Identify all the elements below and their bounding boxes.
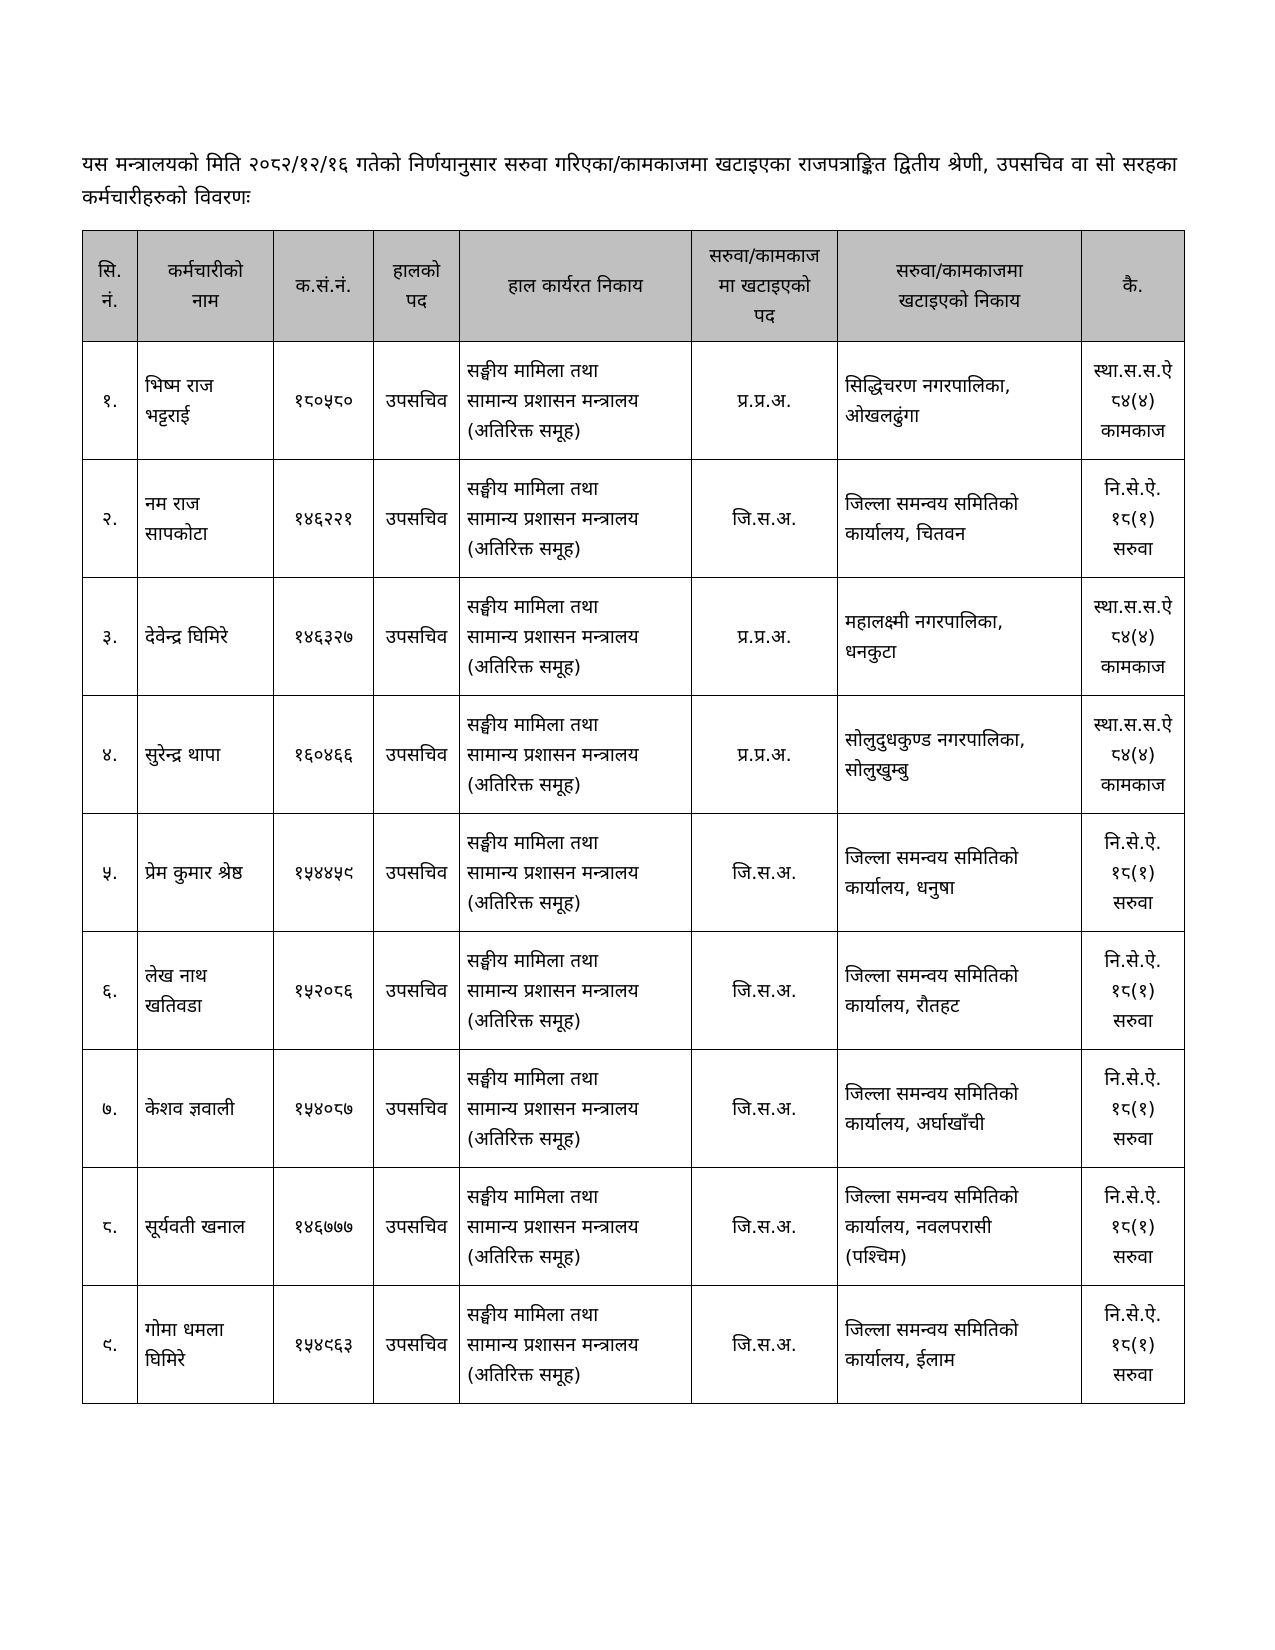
cell-new-office-line1: जिल्ला समन्वय समितिको xyxy=(845,964,1019,987)
cell-current-office xyxy=(460,1050,692,1168)
cell-employee-code xyxy=(274,342,374,460)
cell-new-office xyxy=(838,342,1082,460)
cell-new-office xyxy=(838,1050,1082,1168)
cell-serial-line1: ९. xyxy=(102,1333,118,1356)
cell-employee-name xyxy=(138,578,274,696)
cell-employee-name xyxy=(138,460,274,578)
table-row xyxy=(83,1168,1185,1286)
cell-remarks xyxy=(1082,1168,1185,1286)
cell-new-office-line2: कार्यालय, चितवन xyxy=(845,522,966,545)
cell-remarks-line2: १८(१) xyxy=(1110,861,1156,884)
cell-employee-code-line1: १८०५८० xyxy=(293,389,354,412)
cell-current-post xyxy=(374,1050,460,1168)
column-header-serial-line2: नं. xyxy=(101,290,119,313)
cell-employee-name-line1: केशव ज्ञवाली xyxy=(145,1097,235,1120)
cell-current-office-line1: सङ्घीय मामिला तथा xyxy=(467,1067,599,1090)
column-header-name xyxy=(138,231,274,342)
cell-new-post-line1: जि.स.अ. xyxy=(732,1215,797,1238)
cell-employee-name-line2: सापकोटा xyxy=(145,522,208,545)
cell-current-post-line1: उपसचिव xyxy=(385,1097,448,1120)
cell-remarks xyxy=(1082,460,1185,578)
cell-new-office xyxy=(838,578,1082,696)
cell-employee-code-line1: १५४९६३ xyxy=(293,1333,354,1356)
cell-current-post xyxy=(374,578,460,696)
cell-current-office-line2: सामान्य प्रशासन मन्त्रालय xyxy=(467,1333,639,1356)
cell-new-office-line1: जिल्ला समन्वय समितिको xyxy=(845,846,1019,869)
cell-employee-name-line1: लेख नाथ xyxy=(145,964,208,987)
cell-new-office xyxy=(838,932,1082,1050)
cell-employee-name-line1: सूर्यवती खनाल xyxy=(145,1215,246,1238)
cell-new-office xyxy=(838,1286,1082,1404)
cell-new-post-line1: प्र.प्र.अ. xyxy=(737,625,792,648)
cell-new-office-line2: कार्यालय, रौतहट xyxy=(845,994,960,1017)
cell-remarks-line2: ८४(४) xyxy=(1110,389,1156,412)
cell-employee-name xyxy=(138,1168,274,1286)
cell-current-post xyxy=(374,1286,460,1404)
cell-new-office xyxy=(838,1168,1082,1286)
column-header-new-office-line1: सरुवा/कामकाजमा xyxy=(896,260,1023,283)
cell-new-office-line1: जिल्ला समन्वय समितिको xyxy=(845,1185,1019,1208)
cell-new-post-line1: जि.स.अ. xyxy=(732,979,797,1002)
cell-current-office xyxy=(460,932,692,1050)
cell-current-office xyxy=(460,578,692,696)
cell-current-office-line2: सामान्य प्रशासन मन्त्रालय xyxy=(467,1097,639,1120)
cell-new-post xyxy=(692,814,838,932)
cell-current-office-line2: सामान्य प्रशासन मन्त्रालय xyxy=(467,625,639,648)
cell-employee-name-line1: नम राज xyxy=(145,492,200,515)
table-row xyxy=(83,932,1185,1050)
transfer-table xyxy=(82,230,1185,1404)
cell-current-office xyxy=(460,1286,692,1404)
cell-employee-name xyxy=(138,1286,274,1404)
cell-remarks-line1: नि.से.ऐ. xyxy=(1104,1185,1162,1208)
cell-new-office-line1: महालक्ष्मी नगरपालिका, xyxy=(845,610,1004,633)
column-header-serial-line1: सि. xyxy=(98,260,122,283)
cell-serial-line1: ८. xyxy=(102,1215,118,1238)
column-header-remarks-line1: कै. xyxy=(1122,275,1144,298)
column-header-current-office xyxy=(460,231,692,342)
cell-employee-name-line2: खतिवडा xyxy=(145,994,202,1017)
cell-new-post xyxy=(692,1286,838,1404)
column-header-current-post xyxy=(374,231,460,342)
column-header-new-post xyxy=(692,231,838,342)
cell-current-office-line3: (अतिरिक्त समूह) xyxy=(467,891,581,914)
table-row xyxy=(83,696,1185,814)
cell-employee-code xyxy=(274,1286,374,1404)
cell-current-office-line1: सङ्घीय मामिला तथा xyxy=(467,359,599,382)
cell-current-office-line2: सामान्य प्रशासन मन्त्रालय xyxy=(467,1215,639,1238)
cell-remarks xyxy=(1082,696,1185,814)
table-row xyxy=(83,578,1185,696)
cell-remarks-line1: नि.से.ऐ. xyxy=(1104,1067,1162,1090)
cell-new-office-line1: सोलुदुधकुण्ड नगरपालिका, xyxy=(845,728,1026,751)
cell-remarks-line3: सरुवा xyxy=(1113,1127,1153,1150)
cell-remarks-line1: नि.से.ऐ. xyxy=(1104,949,1162,972)
cell-serial-line1: १. xyxy=(102,389,118,412)
cell-serial-line1: ४. xyxy=(102,743,118,766)
cell-new-post xyxy=(692,1168,838,1286)
cell-remarks-line2: ८४(४) xyxy=(1110,625,1156,648)
cell-serial-line1: ३. xyxy=(102,625,118,648)
cell-remarks-line3: सरुवा xyxy=(1113,1245,1153,1268)
cell-current-office xyxy=(460,696,692,814)
cell-remarks xyxy=(1082,814,1185,932)
cell-current-office-line2: सामान्य प्रशासन मन्त्रालय xyxy=(467,389,639,412)
cell-remarks xyxy=(1082,578,1185,696)
table-row xyxy=(83,460,1185,578)
cell-serial-line1: २. xyxy=(102,507,118,530)
cell-employee-name xyxy=(138,696,274,814)
cell-employee-code-line1: १४६३२७ xyxy=(293,625,354,648)
column-header-name-line2: नाम xyxy=(192,290,219,313)
cell-current-office-line3: (अतिरिक्त समूह) xyxy=(467,1009,581,1032)
cell-remarks-line3: सरुवा xyxy=(1113,1363,1153,1386)
table-header xyxy=(83,231,1185,342)
cell-current-office xyxy=(460,814,692,932)
cell-employee-name xyxy=(138,1050,274,1168)
cell-employee-code-line1: १५२०८६ xyxy=(293,979,354,1002)
cell-new-post-line1: प्र.प्र.अ. xyxy=(737,743,792,766)
cell-current-office-line1: सङ्घीय मामिला तथा xyxy=(467,595,599,618)
cell-remarks-line2: ८४(४) xyxy=(1110,743,1156,766)
cell-current-office-line3: (अतिरिक्त समूह) xyxy=(467,773,581,796)
column-header-serial xyxy=(83,231,138,342)
cell-remarks-line2: १८(१) xyxy=(1110,1333,1156,1356)
cell-serial xyxy=(83,1050,138,1168)
cell-remarks-line3: कामकाज xyxy=(1100,419,1166,442)
cell-new-post-line1: जि.स.अ. xyxy=(732,507,797,530)
cell-remarks-line2: १८(१) xyxy=(1110,1097,1156,1120)
cell-employee-code xyxy=(274,1168,374,1286)
cell-employee-code xyxy=(274,1050,374,1168)
cell-employee-name-line1: भिष्म राज xyxy=(145,374,214,397)
cell-remarks-line3: सरुवा xyxy=(1113,537,1153,560)
cell-current-post-line1: उपसचिव xyxy=(385,1333,448,1356)
cell-employee-name-line1: देवेन्द्र घिमिरे xyxy=(145,625,228,648)
cell-new-post xyxy=(692,696,838,814)
cell-current-office-line3: (अतिरिक्त समूह) xyxy=(467,655,581,678)
cell-serial xyxy=(83,578,138,696)
cell-serial xyxy=(83,932,138,1050)
cell-remarks xyxy=(1082,1050,1185,1168)
cell-current-office xyxy=(460,460,692,578)
table-row xyxy=(83,1050,1185,1168)
column-header-current-office-line1: हाल कार्यरत निकाय xyxy=(507,275,644,298)
cell-new-office-line2: सोलुखुम्बु xyxy=(845,758,909,781)
cell-remarks-line3: सरुवा xyxy=(1113,1009,1153,1032)
cell-employee-code-line1: १६०४६६ xyxy=(293,743,354,766)
column-header-new-post-line2: मा खटाइएको xyxy=(718,275,811,298)
cell-remarks xyxy=(1082,342,1185,460)
cell-remarks-line1: नि.से.ऐ. xyxy=(1104,477,1162,500)
cell-current-post-line1: उपसचिव xyxy=(385,625,448,648)
cell-new-office-line2: धनकुटा xyxy=(845,640,897,663)
cell-new-post-line1: प्र.प्र.अ. xyxy=(737,389,792,412)
cell-employee-code-line1: १४६२२१ xyxy=(293,507,354,530)
cell-new-post xyxy=(692,460,838,578)
column-header-new-office-line2: खटाइएको निकाय xyxy=(898,290,1021,313)
cell-serial xyxy=(83,1168,138,1286)
cell-employee-name-line2: भट्टराई xyxy=(145,404,190,427)
column-header-code xyxy=(274,231,374,342)
cell-new-post xyxy=(692,578,838,696)
cell-remarks-line1: स्था.स.स.ऐ xyxy=(1093,713,1173,736)
cell-new-office-line2: कार्यालय, अर्घाखाँची xyxy=(845,1112,985,1135)
cell-employee-code-line1: १४६७७७ xyxy=(293,1215,354,1238)
cell-new-office-line1: जिल्ला समन्वय समितिको xyxy=(845,492,1019,515)
cell-remarks-line2: १८(१) xyxy=(1110,1215,1156,1238)
cell-current-office-line1: सङ्घीय मामिला तथा xyxy=(467,477,599,500)
cell-current-post xyxy=(374,342,460,460)
cell-employee-code xyxy=(274,932,374,1050)
column-header-current-post-line2: पद xyxy=(406,290,427,313)
cell-new-office-line2: कार्यालय, धनुषा xyxy=(845,876,955,899)
cell-current-post-line1: उपसचिव xyxy=(385,507,448,530)
cell-remarks-line2: १८(१) xyxy=(1110,979,1156,1002)
column-header-new-office xyxy=(838,231,1082,342)
cell-current-office-line1: सङ्घीय मामिला तथा xyxy=(467,1303,599,1326)
cell-current-post xyxy=(374,460,460,578)
cell-remarks-line3: कामकाज xyxy=(1100,655,1166,678)
cell-remarks-line1: स्था.स.स.ऐ xyxy=(1093,359,1173,382)
cell-remarks xyxy=(1082,932,1185,1050)
cell-new-office-line2: ओखलढुंगा xyxy=(845,404,920,427)
cell-current-post xyxy=(374,932,460,1050)
cell-serial xyxy=(83,696,138,814)
cell-current-post-line1: उपसचिव xyxy=(385,861,448,884)
cell-current-office xyxy=(460,1168,692,1286)
cell-employee-name xyxy=(138,342,274,460)
cell-new-post xyxy=(692,342,838,460)
table-row xyxy=(83,342,1185,460)
cell-employee-name-line1: प्रेम कुमार श्रेष्ठ xyxy=(145,861,243,884)
cell-serial-line1: ५. xyxy=(102,861,118,884)
cell-current-office-line2: सामान्य प्रशासन मन्त्रालय xyxy=(467,507,639,530)
cell-new-office-line1: जिल्ला समन्वय समितिको xyxy=(845,1318,1019,1341)
cell-current-office-line2: सामान्य प्रशासन मन्त्रालय xyxy=(467,743,639,766)
cell-current-post-line1: उपसचिव xyxy=(385,743,448,766)
cell-employee-code-line1: १५४४५९ xyxy=(293,861,354,884)
cell-new-office xyxy=(838,460,1082,578)
cell-new-office xyxy=(838,696,1082,814)
cell-current-post xyxy=(374,696,460,814)
cell-remarks-line3: सरुवा xyxy=(1113,891,1153,914)
column-header-new-post-line1: सरुवा/कामकाज xyxy=(709,245,820,268)
header-row xyxy=(83,231,1185,342)
cell-current-post-line1: उपसचिव xyxy=(385,389,448,412)
intro-paragraph: यस मन्त्रालयको मिति २०८२/१२/१६ गतेको निर्णयानुसार सरुवा गरिएका/कामकाजमा खटाइएका राजपत्राङ्कित द्वितीय श्रेणी, उपसचिव वा सो सरहका कर्मचारीहरुको विवरणः xyxy=(82,152,1178,210)
cell-new-post xyxy=(692,932,838,1050)
cell-current-office-line3: (अतिरिक्त समूह) xyxy=(467,537,581,560)
cell-serial xyxy=(83,342,138,460)
cell-current-office-line1: सङ्घीय मामिला तथा xyxy=(467,949,599,972)
cell-current-post xyxy=(374,814,460,932)
table-row xyxy=(83,814,1185,932)
cell-current-office-line3: (अतिरिक्त समूह) xyxy=(467,1363,581,1386)
cell-employee-code xyxy=(274,578,374,696)
column-header-remarks xyxy=(1082,231,1185,342)
cell-new-office-line1: जिल्ला समन्वय समितिको xyxy=(845,1082,1019,1105)
cell-serial xyxy=(83,1286,138,1404)
cell-current-office-line2: सामान्य प्रशासन मन्त्रालय xyxy=(467,979,639,1002)
cell-current-office-line3: (अतिरिक्त समूह) xyxy=(467,1245,581,1268)
cell-remarks-line1: नि.से.ऐ. xyxy=(1104,1303,1162,1326)
column-header-new-post-line3: पद xyxy=(754,305,775,328)
cell-employee-name-line1: सुरेन्द्र थापा xyxy=(145,743,221,766)
cell-serial-line1: ७. xyxy=(102,1097,118,1120)
cell-current-office-line2: सामान्य प्रशासन मन्त्रालय xyxy=(467,861,639,884)
cell-serial xyxy=(83,460,138,578)
cell-new-post-line1: जि.स.अ. xyxy=(732,1333,797,1356)
cell-current-office-line3: (अतिरिक्त समूह) xyxy=(467,419,581,442)
cell-employee-code xyxy=(274,460,374,578)
cell-new-office-line1: सिद्धिचरण नगरपालिका, xyxy=(845,374,1011,397)
cell-current-post xyxy=(374,1168,460,1286)
cell-new-office-line2: कार्यालय, नवलपरासी xyxy=(845,1215,992,1238)
cell-employee-name-line2: घिमिरे xyxy=(145,1348,186,1371)
cell-employee-name xyxy=(138,814,274,932)
cell-new-post-line1: जि.स.अ. xyxy=(732,861,797,884)
column-header-name-line1: कर्मचारीको xyxy=(167,260,244,283)
cell-employee-code-line1: १५४०८७ xyxy=(293,1097,354,1120)
cell-current-office-line3: (अतिरिक्त समूह) xyxy=(467,1127,581,1150)
cell-current-office xyxy=(460,342,692,460)
column-header-code-line1: क.सं.नं. xyxy=(295,275,352,298)
table-row xyxy=(83,1286,1185,1404)
cell-remarks xyxy=(1082,1286,1185,1404)
cell-new-post xyxy=(692,1050,838,1168)
cell-new-office-line2: कार्यालय, ईलाम xyxy=(845,1348,955,1371)
column-header-current-post-line1: हालको xyxy=(392,260,441,283)
cell-remarks-line2: १८(१) xyxy=(1110,507,1156,530)
cell-new-office-line3: (पश्चिम) xyxy=(845,1245,908,1268)
cell-new-post-line1: जि.स.अ. xyxy=(732,1097,797,1120)
cell-remarks-line1: नि.से.ऐ. xyxy=(1104,831,1162,854)
cell-remarks-line1: स्था.स.स.ऐ xyxy=(1093,595,1173,618)
cell-employee-name xyxy=(138,932,274,1050)
cell-current-post-line1: उपसचिव xyxy=(385,1215,448,1238)
cell-remarks-line3: कामकाज xyxy=(1100,773,1166,796)
cell-employee-name-line1: गोमा धमला xyxy=(145,1318,224,1341)
cell-current-post-line1: उपसचिव xyxy=(385,979,448,1002)
cell-current-office-line1: सङ्घीय मामिला तथा xyxy=(467,831,599,854)
table-body xyxy=(83,342,1185,1404)
cell-serial-line1: ६. xyxy=(102,979,118,1002)
cell-new-office xyxy=(838,814,1082,932)
cell-current-office-line1: सङ्घीय मामिला तथा xyxy=(467,713,599,736)
cell-employee-code xyxy=(274,814,374,932)
cell-employee-code xyxy=(274,696,374,814)
cell-current-office-line1: सङ्घीय मामिला तथा xyxy=(467,1185,599,1208)
cell-serial xyxy=(83,814,138,932)
